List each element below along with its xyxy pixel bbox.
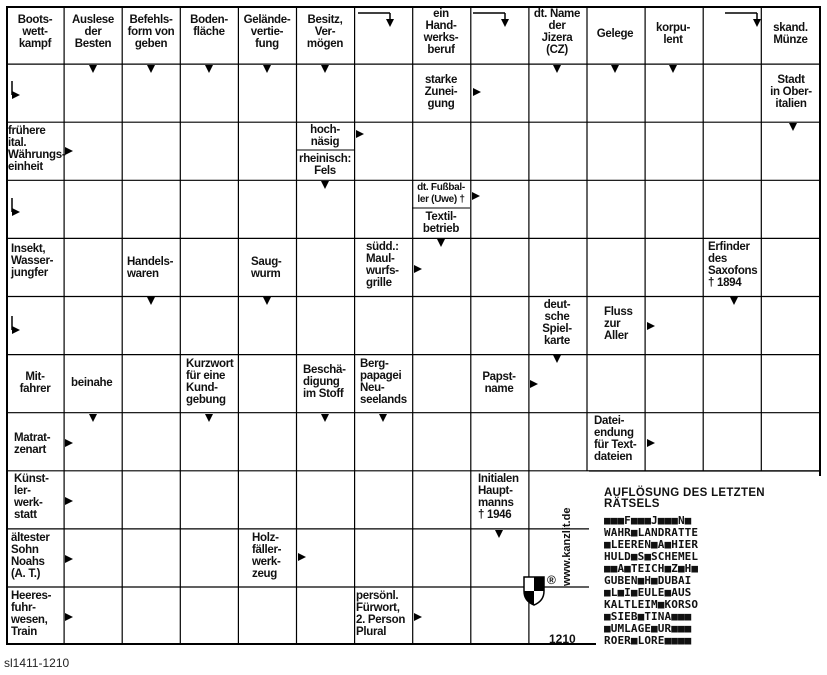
clue-handwerksberuf: ein Hand- werks- beruf [423, 8, 459, 56]
clue-noah: ältester Sohn Noahs (A. T.) [11, 532, 50, 580]
puzzle-number: 1210 [549, 632, 576, 646]
arrow-icon [386, 19, 394, 27]
shield-logo-icon [523, 576, 545, 606]
crossword-puzzle [6, 6, 821, 645]
clue-stadt-italien: Stadt in Ober- italien [770, 74, 812, 110]
arrow-icon [263, 65, 271, 73]
arrow-icon [321, 181, 329, 189]
clue-saugwurm: Saug- wurm [251, 256, 282, 280]
arrow-icon [147, 297, 155, 305]
clue-textil: Textil- betrieb [422, 211, 460, 235]
clue-mitfahrer: Mit- fahrer [19, 371, 51, 395]
clue-auslese: Auslese der Besten [71, 14, 114, 50]
arrow-icon [414, 613, 422, 621]
clue-gelaendevertiefung: Gelände- vertie- fung [243, 14, 291, 50]
arrow-icon [12, 91, 20, 99]
solution-row: ■UMLAGE■UR■■■ [604, 622, 692, 635]
clue-befehlsform: Befehls- form von geben [127, 14, 175, 50]
arrow-icon [611, 65, 619, 73]
clue-fuerwort: persönl. Fürwort, 2. Person Plural [356, 590, 406, 638]
solution-row: ■■A■TEICH■Z■H■ [604, 562, 699, 575]
clue-dateiendung: Datei- endung für Text- dateien [594, 415, 637, 463]
clue-korpulent: korpu- lent [656, 22, 690, 46]
arrow-icon [12, 326, 20, 334]
clue-bodenflaeche: Boden- fläche [190, 14, 228, 38]
arrow-icon [553, 355, 561, 363]
arrow-icon [89, 65, 97, 73]
clue-heereswesen: Heeres- fuhr- wesen, Train [11, 590, 52, 638]
clue-holzfaeller: Holz- fäller- werk- zeug [252, 532, 282, 580]
clue-besitz: Besitz, Ver- mögen [306, 14, 344, 50]
arrow-icon [379, 414, 387, 422]
clue-beschaedigung: Beschä- digung im Stoff [303, 364, 346, 400]
arrow-icon [356, 130, 364, 138]
arrow-icon [65, 147, 73, 155]
clue-waehrung: frühere ital. Währungs- einheit [8, 125, 66, 173]
arrow-icon [205, 414, 213, 422]
clue-saxofon: Erfinder des Saxofons † 1894 [708, 241, 758, 289]
arrow-icon [730, 297, 738, 305]
arrow-icon [205, 65, 213, 73]
clue-muenze: skand. Münze [773, 22, 808, 46]
arrow-icon [263, 297, 271, 305]
arrow-icon [495, 530, 503, 538]
arrow-icon [501, 19, 509, 27]
clue-maulwurfsgrille: südd.: Maul- wurfs- grille [366, 241, 399, 289]
solution-row: HULD■S■SCHEMEL [604, 550, 699, 563]
clue-zuneigung: starke Zunei- gung [424, 74, 458, 110]
arrow-icon [472, 192, 480, 200]
registered-mark: ® [547, 573, 556, 587]
bent-arrow-icon [725, 13, 757, 21]
solution-row: ■LEEREN■A■HIER [604, 538, 699, 551]
clue-insekt: Insekt, Wasser- jungfer [11, 243, 54, 279]
solution-title: AUFLÖSUNG DES LETZTEN RÄTSELS [604, 487, 765, 510]
clue-kuenstlerwerkstatt: Künst- ler- werk- statt [14, 473, 49, 521]
clue-beinahe: beinahe [71, 377, 113, 389]
bent-arrow-icon [358, 13, 390, 21]
clue-hochnaesig: hoch- näsig [310, 124, 340, 148]
clue-hauptmann: Initialen Haupt- manns † 1946 [478, 473, 519, 521]
clue-papstname: Papst- name [482, 371, 516, 395]
solution-row: ■L■I■EULE■AUS [604, 586, 692, 599]
footer-code: sl1411-1210 [4, 656, 70, 670]
arrow-icon [789, 123, 797, 131]
bent-arrow-icon [473, 13, 505, 21]
arrow-icon [12, 208, 20, 216]
solution-row: WAHR■LANDRATTE [604, 526, 699, 539]
clue-bootswettkampf: Boots- wett- kampf [17, 14, 53, 50]
solution-row: ■■■F■■■J■■■N■ [604, 514, 692, 527]
arrow-icon [147, 65, 155, 73]
arrow-icon [473, 88, 481, 96]
solution-row: ■SIEB■TINA■■■ [604, 610, 692, 623]
arrow-icon [647, 322, 655, 330]
clue-kundgebung: Kurzwort für eine Kund- gebung [186, 358, 234, 406]
clue-bergpapagei: Berg- papagei Neu- seelands [360, 358, 407, 406]
clue-matratzenart: Matrat- zenart [14, 432, 51, 456]
clue-spielkarte: deut- sche Spiel- karte [542, 299, 572, 347]
clue-fussballer: dt. Fußbal- ler (Uwe) † [417, 182, 465, 205]
solution-row: ROER■LORE■■■■ [604, 634, 692, 647]
clue-gelege: Gelege [596, 28, 634, 40]
arrow-icon [553, 65, 561, 73]
clue-jizera: dt. Name der Jizera (CZ) [533, 8, 581, 56]
solution-row: KALTLEIM■KORSO [604, 598, 699, 611]
clue-rheinisch: rheinisch: Fels [299, 153, 351, 177]
arrow-icon [437, 239, 445, 247]
arrow-icon [530, 380, 538, 388]
solution-row: GUBEN■H■DUBAI [604, 574, 692, 587]
arrow-icon [669, 65, 677, 73]
website-label: www.kanzlit.de [561, 507, 573, 586]
arrow-icon [321, 65, 329, 73]
arrow-icon [89, 414, 97, 422]
clue-handelswaren: Handels- waren [127, 256, 174, 280]
clue-fluss: Fluss zur Aller [604, 306, 633, 342]
arrow-icon [321, 414, 329, 422]
solution-panel [596, 476, 821, 646]
